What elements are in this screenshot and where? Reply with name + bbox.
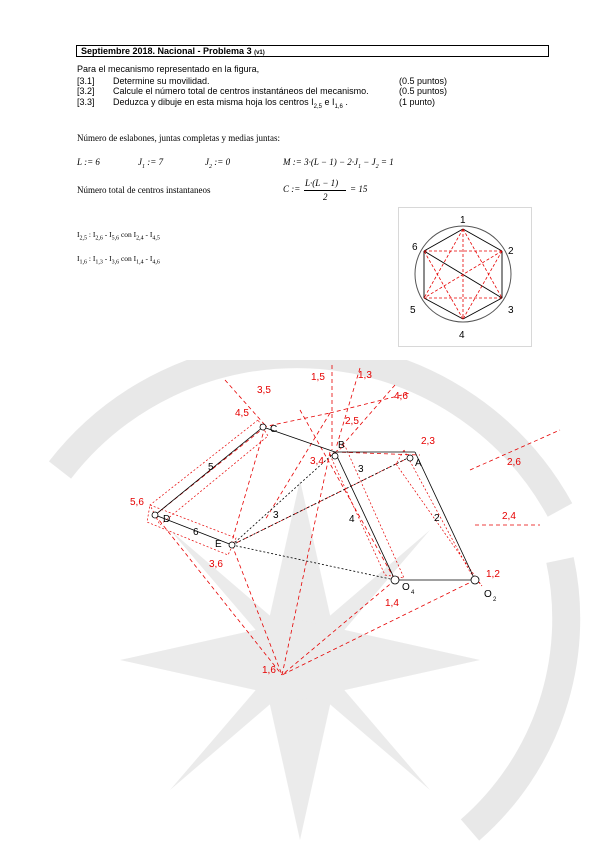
question-points: (1 punto): [399, 97, 436, 107]
eq-C-denominator: 2: [323, 192, 328, 202]
question-number: [3.3]: [77, 97, 95, 107]
eq-J2: $J_2$ := 0: [205, 157, 231, 170]
center-label-1-2: 1,2: [486, 569, 500, 580]
mechanism-links: [155, 427, 475, 580]
center-label-1-5: 1,5: [311, 372, 325, 383]
joint-label-E: E: [215, 539, 222, 550]
center-label-1-3: 1,3: [358, 370, 372, 381]
center-label-1-6: 1,6: [262, 665, 276, 676]
construction-lines: [155, 365, 560, 675]
problem-title: Septiembre 2018. Nacional - Problema 3 (v1): [81, 46, 265, 56]
center-label-1-4: 1,4: [385, 598, 399, 609]
center-label-4-5: 4,5: [235, 408, 249, 419]
center-label-2-5: 2,5: [345, 416, 359, 427]
center-label-2-4: 2,4: [502, 511, 516, 522]
joint-label-O2-sub: 2: [493, 597, 497, 603]
question-points: (0.5 puntos): [399, 76, 448, 86]
graph-node-4: 4: [459, 330, 465, 341]
link-label-4: 4: [349, 514, 355, 525]
question-text: Determine su movilidad.: [113, 76, 210, 86]
center-rule-2-5: $I_{2,5}$ : $I_{2,6} - I_{5,6}$ con $I_{2,4} - I_{4,5}$: [77, 230, 160, 242]
question-number: [3.1]: [77, 76, 95, 86]
eq-J1: $J_1$ := 7: [138, 157, 164, 170]
center-label-3-6: 3,6: [209, 559, 223, 570]
joint-label-B: B: [338, 440, 345, 451]
center-label-2-6: 2,6: [507, 457, 521, 468]
centers-label: Número total de centros instantaneos: [77, 185, 211, 195]
joint-label-D: D: [163, 514, 171, 525]
center-label-3-4: 3,4: [310, 456, 324, 467]
joint-label-O4: O: [402, 582, 410, 593]
question-number: [3.2]: [77, 86, 95, 96]
question-text: Calcule el número total de centros instantáneos del mecanismo.: [113, 86, 369, 96]
center-label-5-6: 5,6: [130, 497, 144, 508]
link-label-3a: 3: [273, 510, 279, 521]
link-label-2: 2: [434, 513, 440, 524]
joint-label-A: A: [415, 458, 422, 469]
graph-node-6: 6: [412, 242, 418, 253]
link-label-5: 5: [208, 462, 214, 473]
joint-label-O2: O: [484, 589, 492, 600]
question-text: Deduzca y dibuje en esta misma hoja los centros $I_{2,5}$ e $I_{1,6}$ .: [113, 97, 348, 110]
joint-label-C: C: [270, 424, 278, 435]
question-points: (0.5 puntos): [399, 86, 448, 96]
center-label-2-3: 2,3: [421, 436, 435, 447]
eq-C-result: = 15: [350, 184, 368, 194]
graph-node-1: 1: [460, 215, 466, 226]
eq-M: M := $3\cdot(L - 1) - 2\cdot J_1 - J_2 = 1$: [283, 157, 394, 170]
graph-node-2: 2: [508, 246, 514, 257]
link-label-3b: 3: [358, 464, 364, 475]
eq-L: L := 6: [77, 157, 100, 167]
center-label-3-5: 3,5: [257, 385, 271, 396]
eq-C-numerator: L·(L − 1): [305, 178, 339, 188]
center-label-4-6: 4,6: [394, 391, 408, 402]
count-label: Número de eslabones, juntas completas y medias juntas:: [77, 133, 280, 143]
link-label-6: 6: [193, 527, 199, 538]
center-rule-1-6: $I_{1,6}$ : $I_{1,3} - I_{3,6}$ con $I_{1,4} - I_{4,6}$: [77, 254, 160, 266]
eq-C-lhs: C :=: [283, 184, 301, 194]
graph-node-3: 3: [508, 305, 514, 316]
joint-label-O4-sub: 4: [411, 590, 415, 596]
graph-node-5: 5: [410, 305, 416, 316]
intro-text: Para el mecanismo representado en la figura,: [77, 64, 260, 74]
